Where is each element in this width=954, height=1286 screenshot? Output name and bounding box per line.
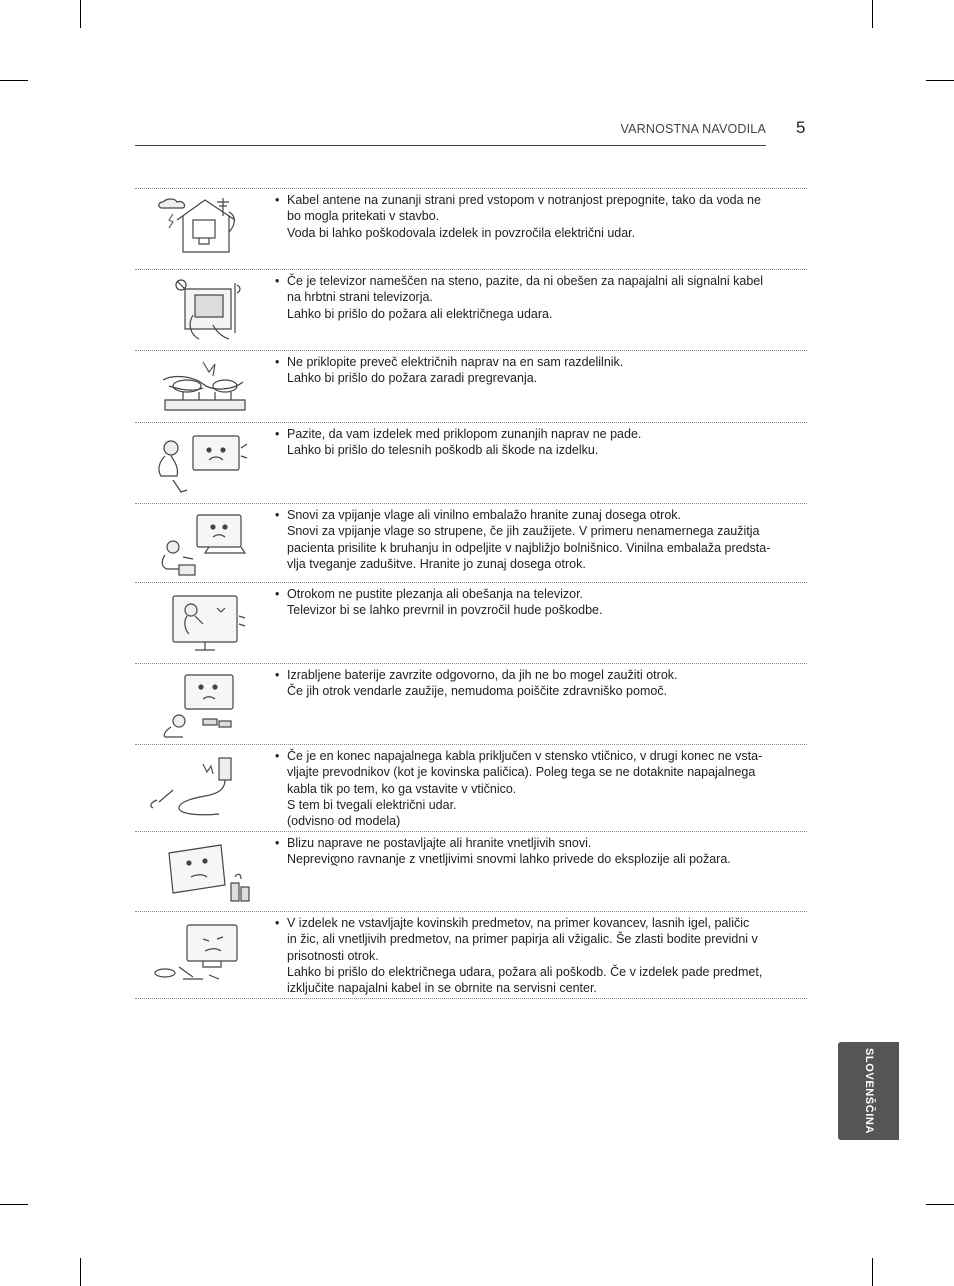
crop-mark bbox=[80, 1258, 81, 1286]
text-line: V izdelek ne vstavljajte kovinskih predmetov, na primer kovancev, lasnih igel, paličic bbox=[287, 916, 750, 930]
list-item bbox=[135, 350, 807, 422]
crop-mark bbox=[872, 0, 873, 28]
text-line: Če je televizor nameščen na steno, pazite, da ni obešen za napajalni ali signalni kabel bbox=[287, 274, 763, 288]
text-line: prisotnosti otrok. bbox=[287, 948, 379, 963]
crop-mark bbox=[872, 1258, 873, 1286]
text-line: Kabel antene na zunanji strani pred vstopom v notranjost prepognite, tako da voda ne bbox=[287, 193, 761, 207]
header-divider bbox=[135, 145, 766, 146]
text-line: pacienta prisilite k bruhanju in odpeljite v najbližjo bolnišnico. Vinilna embalaža predsta- bbox=[287, 540, 771, 555]
list-item bbox=[135, 503, 807, 582]
power-cable-plug-icon bbox=[143, 750, 263, 820]
list-item bbox=[135, 911, 807, 999]
text-line: Blizu naprave ne postavljajte ali hranite vnetljivih snovi. bbox=[287, 836, 592, 850]
text-line: Če jih otrok vendarle zaužije, nemudoma poiščite zdravniško pomoč. bbox=[287, 684, 668, 699]
crop-mark bbox=[926, 80, 954, 81]
instruction-text bbox=[275, 354, 800, 387]
text-line: Snovi za vpijanje vlage so strupene, če jih zaužijete. V primeru nenamernega zaužitja bbox=[287, 524, 760, 539]
crop-mark bbox=[0, 1204, 28, 1205]
text-line: bo mogla pritekati v stavbo. bbox=[287, 209, 440, 224]
crop-mark bbox=[80, 0, 81, 28]
text-line: vlja tveganje zadušitve. Hranite jo zunaj dosega otrok. bbox=[287, 556, 586, 571]
text-line: in žic, ali vnetljivih predmetov, na primer papirja ali vžigalic. Še zlasti bodite previdni v bbox=[287, 932, 758, 947]
falling-tv-icon bbox=[143, 428, 263, 498]
instruction-text bbox=[275, 273, 800, 322]
text-line: Če je en konec napajalnega kabla priključen v stensko vtičnico, v drugi konec ne vsta- bbox=[287, 749, 763, 763]
bullet: • bbox=[275, 355, 280, 369]
instruction-text bbox=[275, 507, 800, 572]
bullet: • bbox=[275, 508, 280, 522]
text-line: izključite napajalni kabel in se obrnite na servisni center. bbox=[287, 981, 597, 996]
list-item bbox=[135, 582, 807, 663]
bullet: • bbox=[275, 587, 280, 601]
instruction-text bbox=[275, 835, 800, 868]
bullet: • bbox=[275, 274, 280, 288]
antenna-house-icon bbox=[143, 194, 263, 264]
bullet: • bbox=[275, 668, 280, 682]
child-climbing-tv-icon bbox=[143, 588, 263, 658]
list-item bbox=[135, 188, 807, 269]
child-packaging-icon bbox=[143, 509, 263, 579]
text-line: Televizor bi se lahko prevrnil in povzročil hude poškodbe. bbox=[287, 603, 603, 618]
list-item bbox=[135, 663, 807, 744]
flammable-substances-icon bbox=[143, 837, 263, 907]
instruction-text bbox=[275, 192, 800, 241]
text-line: na hrbtni strani televizorja. bbox=[287, 290, 433, 305]
instruction-text bbox=[275, 586, 800, 619]
bullet: • bbox=[275, 193, 280, 207]
text-line: Ne priklopite preveč električnih naprav na en sam razdelilnik. bbox=[287, 355, 624, 369]
text-line: Otrokom ne pustite plezanja ali obešanja na televizor. bbox=[287, 587, 584, 601]
overloaded-power-strip-icon bbox=[143, 356, 263, 426]
bullet: • bbox=[275, 836, 280, 850]
instruction-text bbox=[275, 915, 800, 996]
instruction-text bbox=[275, 426, 800, 459]
instruction-text bbox=[275, 748, 800, 829]
text-line: kabla tik po tem, ko ga vstavite v vtičnico. bbox=[287, 781, 517, 796]
text-line: Lahko bi prišlo do požara ali električnega udara. bbox=[287, 306, 553, 321]
list-item bbox=[135, 831, 807, 911]
text-line: (odvisno od modela) bbox=[287, 814, 401, 829]
text-line: Lahko bi prišlo do električnega udara, požara ali poškodb. Če v izdelek pade predmet, bbox=[287, 964, 763, 979]
instruction-text bbox=[275, 667, 800, 700]
text-line: Nepreviდno ravnanje z vnetljivimi snovmi lahko privede do eksplozije ali požara. bbox=[287, 852, 731, 867]
crop-mark bbox=[0, 80, 28, 81]
section-title: VARNOSTNA NAVODILA bbox=[620, 122, 766, 136]
text-line: S tem bi tvegali električni udar. bbox=[287, 797, 457, 812]
text-line: Voda bi lahko poškodovala izdelek in povzročila električni udar. bbox=[287, 225, 636, 240]
crop-mark bbox=[926, 1204, 954, 1205]
bullet: • bbox=[275, 427, 280, 441]
text-line: Pazite, da vam izdelek med priklopom zunanjih naprav ne pade. bbox=[287, 427, 642, 441]
wall-mounted-tv-cable-icon bbox=[143, 275, 263, 345]
language-tab bbox=[838, 1042, 899, 1140]
text-line: vljajte prevodnikov (kot je kovinska paličica). Poleg tega se ne dotaknite napajalnega bbox=[287, 765, 756, 780]
text-line: Lahko bi prišlo do telesnih poškodb ali škode na izdelku. bbox=[287, 443, 599, 458]
page-number: 5 bbox=[796, 118, 806, 137]
bullet: • bbox=[275, 749, 280, 763]
metal-objects-icon bbox=[143, 917, 263, 987]
text-line: Snovi za vpijanje vlage ali vinilno embalažo hranite zunaj dosega otrok. bbox=[287, 508, 681, 522]
list-item bbox=[135, 744, 807, 831]
language-label: SLOVENŠČINA bbox=[862, 1047, 875, 1135]
safety-instructions-list bbox=[135, 188, 807, 999]
child-batteries-icon bbox=[143, 669, 263, 739]
list-item bbox=[135, 269, 807, 350]
text-line: Lahko bi prišlo do požara zaradi pregrevanja. bbox=[287, 371, 538, 386]
text-line: Izrabljene baterije zavrzite odgovorno, da jih ne bo mogel zaužiti otrok. bbox=[287, 668, 678, 682]
bullet: • bbox=[275, 916, 280, 930]
list-item bbox=[135, 422, 807, 503]
